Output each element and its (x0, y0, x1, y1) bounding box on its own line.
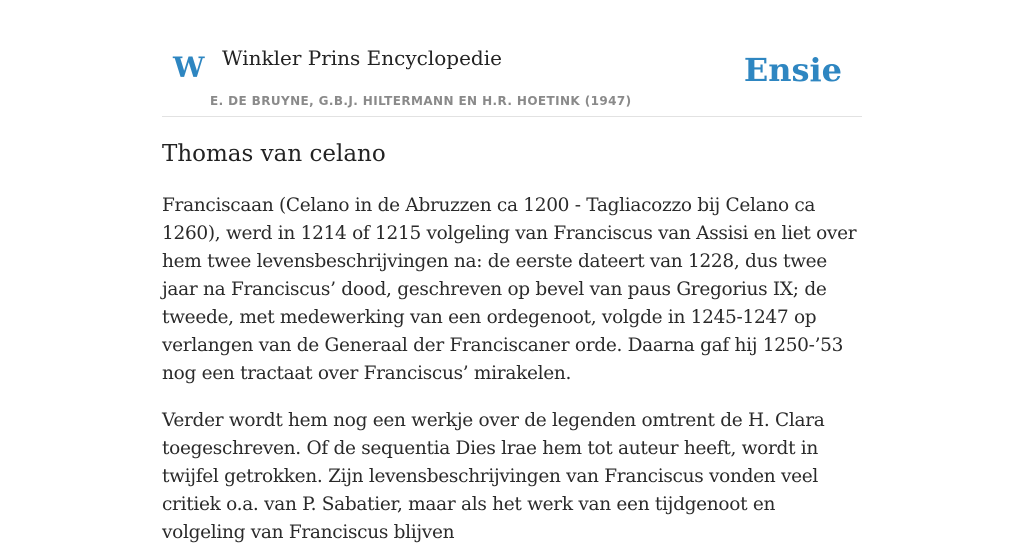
book-title: Winkler Prins Encyclopedie (222, 46, 502, 70)
book-logo-link[interactable]: W (173, 51, 205, 84)
article-paragraph-1: Franciscaan (Celano in de Abruzzen ca 1200 - Tagliacozzo bij Celano ca 1260), werd in 1214 of 1215 volgeling van Franciscus van Assisi en liet over hem twee levensbeschrijvingen na: de eerste dateert van 1228, dus twee jaar na Franciscus’ dood, geschreven op bevel van paus Gregorius IX; de tweede, met medewerking van een ordegenoot, volgde in 1245-1247 op verlangen van de Generaal der Franciscaner orde. Daarna gaf hij 1250-’53 nog een tractaat over Franciscus’ mirakelen. (162, 195, 857, 384)
article (162, 138, 862, 547)
book-authors: E. DE BRUYNE, G.B.J. HILTERMANN EN H.R. HOETINK (1947) (210, 94, 632, 108)
site-header (162, 0, 862, 117)
article-paragraph-2: Verder wordt hem nog een werkje over de legenden omtrent de H. Clara toegeschreven. Of de sequentia Dies lrae hem tot auteur heeft, wordt in twijfel getrokken. Zijn levensbeschrijvingen van Franciscus vonden veel critiek o.a. van P. Sabatier, maar als het werk van een tijdgenoot en volgeling van Franciscus blijven (162, 410, 825, 543)
ensie-logo-link[interactable]: Ensie (743, 51, 842, 89)
article-title: Thomas van celano (162, 141, 386, 167)
